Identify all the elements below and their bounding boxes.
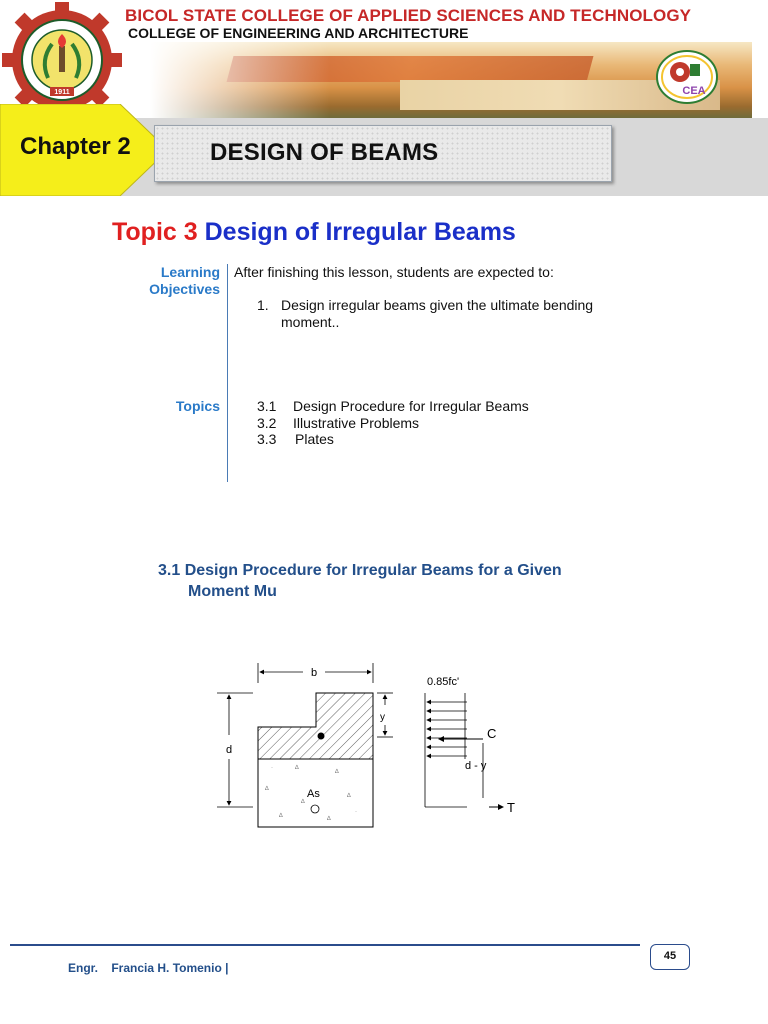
block-depth-dimension [377, 693, 393, 737]
stress-label: 0.85fc' [427, 676, 460, 688]
footer-author: Engr. Francia H. Tomenio | [68, 961, 229, 975]
svg-text:·: · [355, 809, 357, 815]
page-number: 45 [650, 944, 690, 970]
topics-label: Topics [175, 398, 220, 414]
objective-number: 1. [257, 297, 269, 313]
topic-item-number: 3.1 [257, 398, 277, 414]
svg-text:∆: ∆ [301, 799, 305, 805]
svg-text:∆: ∆ [347, 793, 351, 799]
lever-arm-label: d - y [465, 760, 487, 772]
institution-name: BICOL STATE COLLEGE OF APPLIED SCIENCES AND TECHNOLOGY [125, 6, 692, 25]
chapter-title: DESIGN OF BEAMS [210, 139, 439, 166]
centroid-dot [318, 733, 325, 740]
footer-rule [10, 944, 640, 946]
learning-objectives-label: Learning Objectives [149, 264, 220, 297]
depth-dimension [217, 693, 253, 807]
depth-label: d [225, 744, 233, 756]
topic-number: Topic 3 [112, 218, 198, 246]
section-heading-cont: Moment Mu [188, 583, 277, 600]
cea-logo-text: CEA [682, 85, 706, 97]
width-dimension [258, 663, 373, 683]
svg-text:·: · [271, 765, 273, 771]
tension-label: T [507, 800, 515, 815]
college-name: COLLEGE OF ENGINEERING AND ARCHITECTURE [128, 25, 469, 41]
beam-section-diagram [205, 655, 535, 835]
topic-name: Design of Irregular Beams [204, 218, 516, 246]
svg-text:∆: ∆ [279, 813, 283, 819]
svg-text:∆: ∆ [265, 786, 269, 792]
cea-logo [656, 50, 718, 104]
svg-text:∆: ∆ [327, 816, 331, 822]
banner-fade [150, 42, 330, 118]
objectives-intro: After finishing this lesson, students are expected to: [234, 264, 554, 280]
topic-item: Plates [295, 431, 334, 447]
topic-item-number: 3.3 [257, 431, 277, 447]
stress-block [425, 676, 515, 815]
beam-cross-section [258, 693, 373, 827]
seal-year: 1911 [54, 89, 70, 96]
topic-item-number: 3.2 [257, 415, 277, 431]
svg-text:∆: ∆ [335, 769, 339, 775]
topic-item: Design Procedure for Irregular Beams [293, 398, 529, 414]
page-header [0, 0, 768, 118]
topic-heading [112, 218, 516, 247]
block-depth-label: y [380, 712, 385, 723]
svg-text:∆: ∆ [295, 765, 299, 771]
objective-text: Design irregular beams given the ultimate bending [281, 297, 594, 313]
steel-label: As [307, 788, 320, 800]
topic-item: Illustrative Problems [293, 415, 420, 431]
chapter-label: Chapter 2 [20, 133, 131, 160]
college-seal-logo [0, 2, 128, 114]
width-label: b [310, 667, 318, 679]
vertical-divider [227, 264, 228, 482]
compression-label: C [487, 726, 497, 741]
objective-text-cont: moment.. [281, 314, 340, 330]
section-heading: 3.1 Design Procedure for Irregular Beams for a Given [158, 562, 562, 579]
